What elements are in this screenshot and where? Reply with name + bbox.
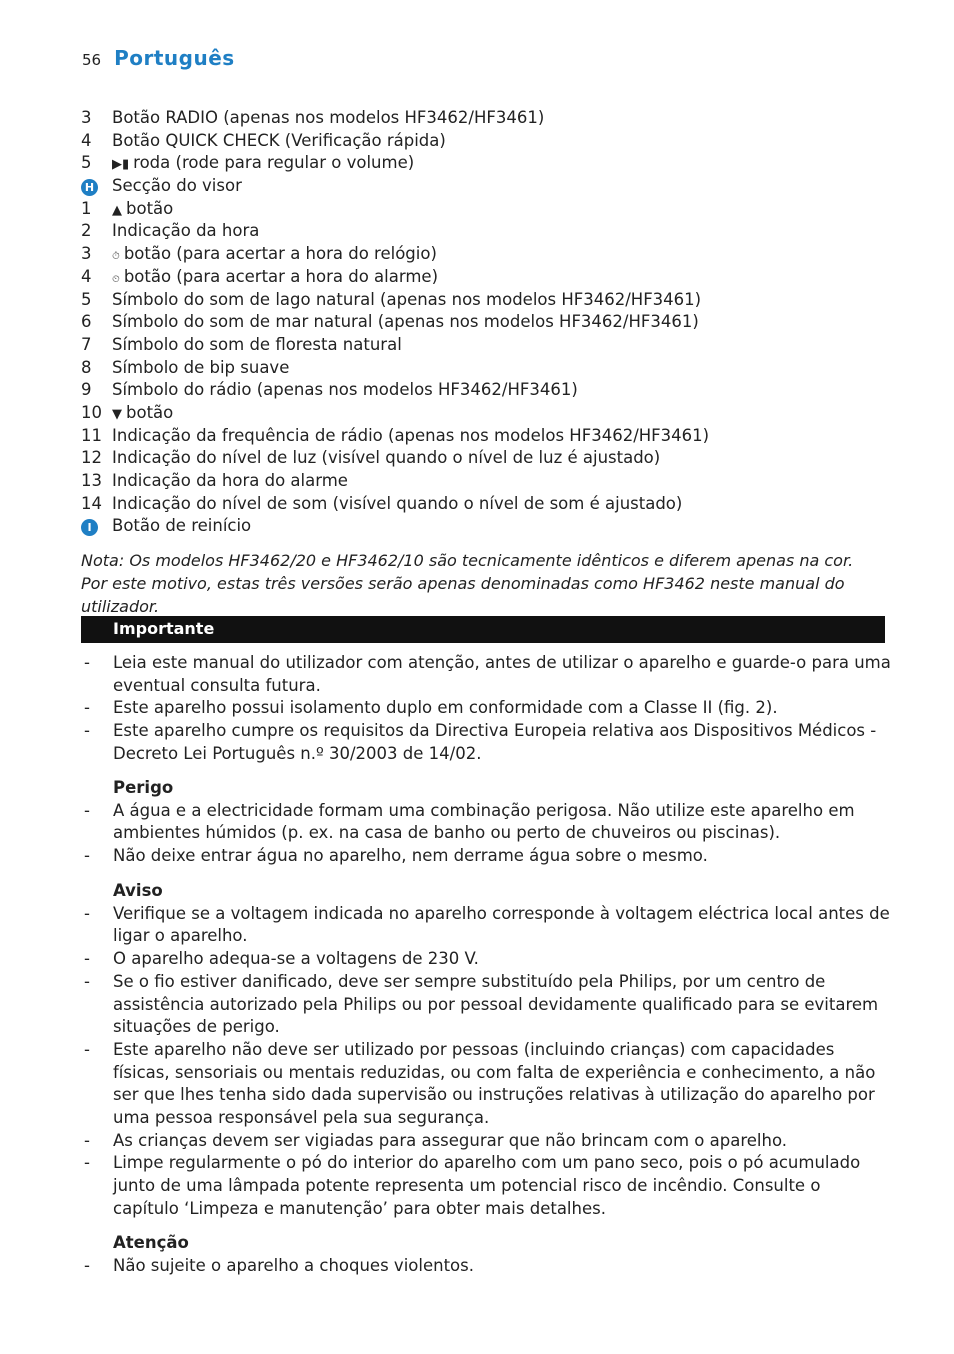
item-text: Símbolo do rádio (apenas nos modelos HF3462/HF3461) <box>112 380 578 400</box>
down-triangle-icon: ▼ <box>112 406 122 422</box>
item-text: Botão QUICK CHECK (Verificação rápida) <box>112 130 446 150</box>
bullet-dash: - <box>84 903 90 923</box>
warning-heading: Aviso <box>113 881 163 900</box>
item-text: botão <box>126 198 174 218</box>
list-item <box>81 515 891 538</box>
bullet-item <box>81 903 891 948</box>
list-item <box>81 334 891 357</box>
bullet-item <box>81 1130 891 1153</box>
warning-section <box>81 880 891 1221</box>
item-number: 6 <box>81 312 92 332</box>
item-number: 1 <box>81 198 92 218</box>
item-number: 14 <box>81 493 102 513</box>
bullet-dash: - <box>84 1130 90 1150</box>
bullet-item <box>81 971 891 1039</box>
bullet-text: Não sujeite o aparelho a choques violentos. <box>113 1255 474 1275</box>
section-letter-badge: I <box>81 519 98 536</box>
list-item <box>81 130 891 153</box>
bullet-text: As crianças devem ser vigiadas para assegurar que não brincam com o aparelho. <box>113 1130 787 1150</box>
bullet-dash: - <box>84 800 90 820</box>
item-text: Símbolo do som de floresta natural <box>112 334 402 354</box>
item-number: 5 <box>81 289 92 309</box>
item-number: 5 <box>81 153 92 173</box>
bullet-dash: - <box>84 949 90 969</box>
bullet-item <box>81 1152 891 1220</box>
item-number: 3 <box>81 244 92 264</box>
bullet-dash: - <box>84 971 90 991</box>
item-number: 3 <box>81 108 92 127</box>
list-item <box>81 198 891 221</box>
bullet-text: Este aparelho cumpre os requisitos da Directiva Europeia relativa aos Dispositivos Médicos - Decreto Lei Português n.º 30/2003 de 14/02. <box>113 721 877 763</box>
bullet-item <box>81 800 891 845</box>
item-text: Indicação do nível de luz (visível quando o nível de luz é ajustado) <box>112 448 661 468</box>
bullet-dash: - <box>84 1153 90 1173</box>
up-triangle-icon: ▲ <box>112 202 122 218</box>
bullet-text: Não deixe entrar água no aparelho, nem derrame água sobre o mesmo. <box>113 846 708 866</box>
important-bullets <box>81 652 891 766</box>
item-text: Secção do visor <box>112 176 242 196</box>
bullet-item <box>81 1255 891 1278</box>
item-number: 9 <box>81 380 92 400</box>
list-item <box>81 357 891 380</box>
bullet-text: Leia este manual do utilizador com atenção, antes de utilizar o aparelho e guarde-o para uma eventual consulta futura. <box>113 653 891 695</box>
list-item <box>81 266 891 289</box>
page-number: 56 <box>82 51 102 69</box>
list-item <box>81 152 891 175</box>
item-text: Símbolo de bip suave <box>112 357 290 377</box>
item-number: 8 <box>81 357 92 377</box>
item-text: botão (para acertar a hora do relógio) <box>123 244 437 264</box>
bullet-text: A água e a electricidade formam uma combinação perigosa. Não utilize este aparelho em ambientes húmidos (p. ex. na casa de banho ou perto de chuveiros ou piscinas). <box>113 800 855 843</box>
list-item <box>81 220 891 243</box>
section-badge <box>81 175 112 198</box>
item-number: 7 <box>81 334 92 354</box>
item-number: 12 <box>81 448 102 468</box>
bullet-item <box>81 697 891 720</box>
bullet-text: Limpe regularmente o pó do interior do aparelho com um pano seco, pois o pó acumulado junto de uma lâmpada potente representa um potencial risco de incêndio. Consulte o capítulo ‘Limpeza e manutenção’ para obter mais detalhes. <box>113 1153 861 1218</box>
section-letter-badge: H <box>81 179 98 196</box>
list-item <box>81 289 891 312</box>
bullet-dash: - <box>84 1255 90 1275</box>
bullet-item <box>81 845 891 868</box>
list-item <box>81 447 891 470</box>
item-text: roda (rode para regular o volume) <box>133 153 415 173</box>
bullet-item <box>81 652 891 697</box>
page-header <box>82 46 235 76</box>
clock-set-icon: ⏱ <box>112 251 120 263</box>
bullet-text: Este aparelho possui isolamento duplo em conformidade com a Classe II (fig. 2). <box>113 698 778 718</box>
danger-heading: Perigo <box>113 778 174 797</box>
caution-section <box>81 1232 891 1277</box>
item-text: Botão de reinício <box>112 516 252 536</box>
bullet-item <box>81 948 891 971</box>
section-badge <box>81 515 112 538</box>
item-text: Indicação da hora <box>112 221 260 241</box>
bullet-dash: - <box>84 846 90 866</box>
bullet-dash: - <box>84 653 90 672</box>
item-text: Indicação da frequência de rádio (apenas nos modelos HF3462/HF3461) <box>112 425 710 445</box>
item-number: 13 <box>81 471 102 490</box>
item-text: Indicação da hora do alarme <box>112 471 348 490</box>
model-note: Nota: Os modelos HF3462/20 e HF3462/10 são tecnicamente idênticos e diferem apenas na cor. Por este motivo, estas três versões serão apenas denominadas como HF3462 neste manual do utilizador. <box>81 551 854 616</box>
item-text: Botão RADIO (apenas nos modelos HF3462/HF3461) <box>112 108 545 127</box>
list-item <box>81 493 891 516</box>
alarm-set-icon: ⏲ <box>112 273 120 285</box>
item-number: 2 <box>81 221 92 241</box>
language-title: Português <box>114 46 235 70</box>
item-number: 11 <box>81 425 102 445</box>
danger-section <box>81 777 891 868</box>
item-number: 4 <box>81 130 92 150</box>
item-text: botão <box>126 402 174 422</box>
bullet-dash: - <box>84 721 90 741</box>
list-item <box>81 107 891 130</box>
list-item <box>81 425 891 448</box>
item-text: Indicação do nível de som (visível quando o nível de som é ajustado) <box>112 493 683 513</box>
bullet-text: Se o fio estiver danificado, deve ser sempre substituído pela Philips, por um centro de assistência autorizado pela Philips ou por pessoal devidamente qualificado para se evitarem situações de perigo. <box>113 971 879 1037</box>
bullet-text: O aparelho adequa-se a voltagens de 230 V. <box>113 949 479 969</box>
volume-icon: ▶▮ <box>112 157 130 173</box>
item-text: botão (para acertar a hora do alarme) <box>123 266 439 286</box>
item-number: 4 <box>81 266 92 286</box>
caution-heading: Atenção <box>113 1233 189 1252</box>
bullet-item <box>81 720 891 765</box>
bullet-item <box>81 1039 891 1130</box>
list-item <box>81 175 891 198</box>
item-text: Símbolo do som de lago natural (apenas nos modelos HF3462/HF3461) <box>112 289 702 309</box>
item-number: 10 <box>81 402 102 422</box>
bullet-dash: - <box>84 698 90 718</box>
bullet-dash: - <box>84 1039 90 1059</box>
important-heading: Importante <box>113 619 215 638</box>
list-item <box>81 379 891 402</box>
important-section-bar <box>81 616 885 643</box>
list-item <box>81 311 891 334</box>
bullet-text: Verifique se a voltagem indicada no aparelho corresponde à voltagem eléctrica local antes de ligar o aparelho. <box>113 903 890 946</box>
list-item <box>81 243 891 266</box>
parts-list <box>81 107 891 538</box>
list-item <box>81 402 891 425</box>
list-item <box>81 470 891 493</box>
bullet-text: Este aparelho não deve ser utilizado por pessoas (incluindo crianças) com capacidades físicas, sensoriais ou mentais reduzidas, ou com falta de experiência e conhecimento, a não ser que lhes tenha sido dada supervisão ou instruções relativas à utilização do aparelho por uma pessoa responsável pela sua segurança. <box>113 1039 876 1128</box>
item-text: Símbolo do som de mar natural (apenas nos modelos HF3462/HF3461) <box>112 312 699 332</box>
